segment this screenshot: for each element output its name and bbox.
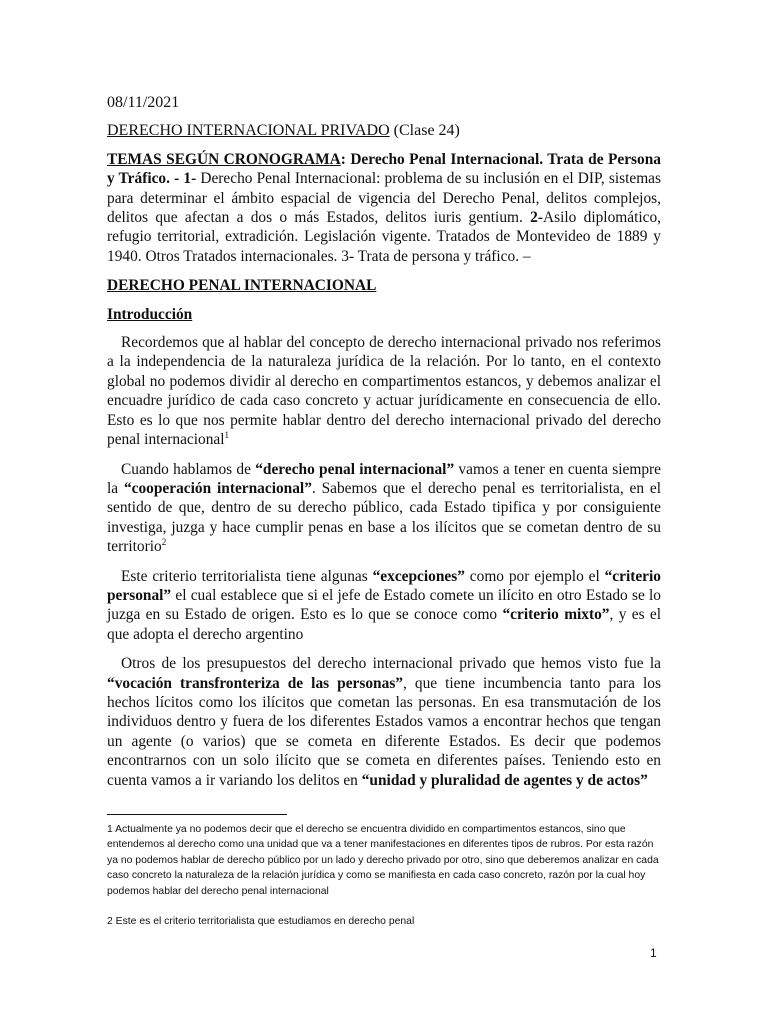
paragraph-3: Este criterio territorialista tiene algunas “excepciones” como por ejemplo el “criterio personal” el cual establece que si el jefe de Estado comete un ilícito en otro Estado se lo juzga en su Estado de origen. Esto es lo que se conoce como “criterio mixto”, y es el que adopta el derecho argentino	[107, 567, 661, 643]
footnote-1: 1 Actualmente ya no podemos decir que el derecho se encuentra dividido en compartimentos estancos, sino que entendemos al derecho como una unidad que va a tener manifestaciones en diferentes tipos de rubros. Por esta razón ya no podemos hablar de derecho público por un lado y derecho privado por otro, sino que deberemos analizar en cada caso concreto la naturaleza de la relación jurídica y como se manifiesta en cada caso concreto, razón por la cual hoy podemos hablar del derecho penal internacional	[107, 824, 659, 897]
class-number: (Clase 24)	[389, 122, 460, 140]
section-heading: DERECHO PENAL INTERNACIONAL	[107, 277, 377, 295]
footnote-2: 2 Este es el criterio territorialista que estudiamos en derecho penal	[107, 916, 415, 928]
syllabus-topics: TEMAS SEGÚN CRONOGRAMA: Derecho Penal Internacional. Trata de Persona y Tráfico. - 1- Derecho Penal Internacional: problema de su inclusión en el DIP, sistemas para determinar el ámbito espacial de vigencia del Derecho Penal, delitos complejos, delitos que afectan a dos o más Estados, delitos iuris gentium. 2-Asilo diplomático, refugio territorial, extradición. Legislación vigente. Tratados de Montevideo de 1889 y 1940. Otros Tratados internacionales. 3- Trata de persona y tráfico. –	[107, 150, 661, 265]
topic-number: 2-	[530, 209, 543, 227]
course-title: DERECHO INTERNACIONAL PRIVADO	[107, 122, 390, 140]
subsection-heading: Introducción	[107, 305, 193, 323]
document-body	[107, 93, 661, 800]
page-number: 1	[650, 946, 657, 960]
document-title	[107, 121, 661, 140]
footnote-ref-1[interactable]: 1	[224, 429, 230, 440]
topics-label: TEMAS SEGÚN CRONOGRAMA	[107, 150, 341, 168]
footnotes	[107, 822, 661, 944]
paragraph-4: Otros de los presupuestos del derecho internacional privado que hemos visto fue la “vocación transfronteriza de las personas”, que tiene incumbencia tanto para los hechos lícitos como los ilícitos que cometan las personas. En esa transmutación de los individuos dentro y fuera de los diferentes Estados vamos a encontrar hechos que tengan un agente (o varios) que se cometa en diferente Estados. Es decir que podemos encontrarnos con un solo ilícito que se cometa en diferentes países. Teniendo esto en cuenta vamos a ir variando los delitos en “unidad y pluralidad de agentes y de actos”	[107, 655, 661, 789]
paragraph-1: Recordemos que al hablar del concepto de derecho internacional privado nos referimos a la independencia de la naturaleza jurídica de la relación. Por lo tanto, en el contexto global no podemos dividir al derecho en compartimentos estancos, y debemos analizar el encuadre jurídico de cada caso concreto y actuar jurídicamente en consecuencia de ello. Esto es lo que nos permite hablar dentro del derecho internacional privado del derecho penal internacional$^1$	[107, 334, 661, 449]
footnote-separator	[107, 814, 287, 815]
class-date: 08/11/2021	[107, 94, 180, 111]
topics-title: Derecho Penal Internacional. Trata de Persona y Tráfico. - 1-	[107, 150, 661, 188]
paragraph-2: Cuando hablamos de “derecho penal internacional” vamos a tener en cuenta siempre la “cooperación internacional”. Sabemos que el derecho penal es territorialista, en el sentido de que, dentro de su derecho público, cada Estado tipifica y por consiguiente investiga, juzga y hace cumplir penas en base a los ilícitos que se cometan dentro de su territorio$^2$	[107, 460, 662, 556]
footnote-ref-2[interactable]: 2	[161, 537, 167, 547]
